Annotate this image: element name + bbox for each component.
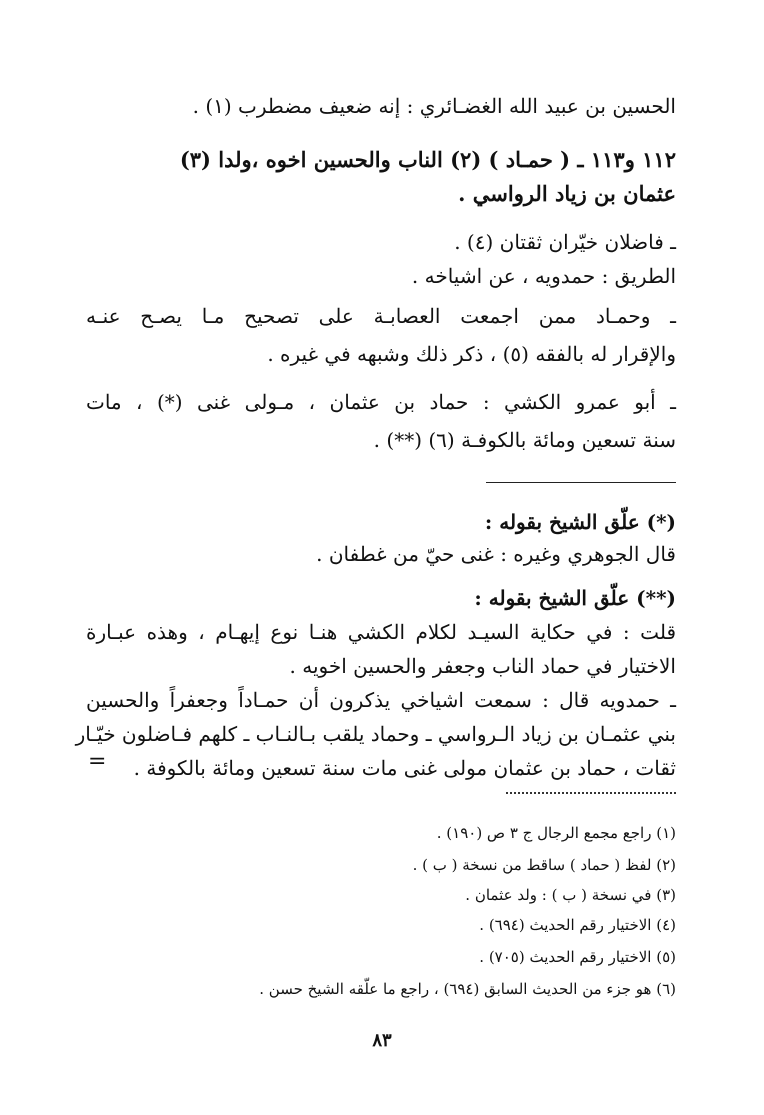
footnote-separator [506,792,676,794]
section-divider [486,482,676,483]
main-line-6: ـ وحمـاد ممن اجمعت العصابـة على تصحيح مـا يصـح عنـه [86,304,676,328]
footnote-6: (٦) هو جزء من الحديث السابق (٦٩٤) ، راجع ما علّقه الشيخ حسن . [259,980,676,998]
continuation-mark: = [88,749,107,774]
commentary-heading-2: (**) علّق الشيخ بقوله : [474,586,676,610]
commentary-heading-1: (*) علّق الشيخ بقوله : [484,510,676,534]
footnote-2: (٢) لفظ ( حماد ) ساقط من نسخة ( ب ) . [412,856,676,874]
main-line-5: الطريق : حمدويه ، عن اشياخه . [411,264,676,288]
main-line-8: ـ أبو عمرو الكشي : حماد بن عثمان ، مـولى غنى (*) ، مات [86,390,676,414]
commentary-line-5: الاختيار في حماد الناب وجعفر والحسين اخويه . [289,654,676,678]
footnote-4: (٤) الاختيار رقم الحديث (٦٩٤) . [479,916,676,934]
commentary-line-7: بني عثمـان بن زياد الـرواسي ـ وحماد يلقب بـالنـاب ـ كلهم فـاضلون خيّـار [75,722,676,746]
main-line-7: والإقرار له بالفقه (٥) ، ذكر ذلك وشبهه في غيره . [267,342,676,366]
main-line-1: الحسين بن عبيد الله الغضـائري : إنه ضعيف مضطرب (١) . [192,94,676,118]
entry-heading: ١١٢ و١١٣ ـ ( حمـاد ) (٢) الناب والحسين اخوه ،ولدا (٣) [179,147,676,172]
commentary-line-6: ـ حمدويه قال : سمعت اشياخي يذكرون أن حمـاداً وجعفراً والحسين [86,688,676,712]
footnote-3: (٣) في نسخة ( ب ) : ولد عثمان . [465,886,676,904]
commentary-line-4: قلت : في حكاية السيـد لكلام الكشي هنـا نوع إيهـام ، وهذه عبـارة [86,620,676,644]
entry-heading-continued: عثمان بن زياد الرواسي . [458,181,676,206]
main-line-4: ـ فاضلان خيّران ثقتان (٤) . [454,230,676,254]
footnote-1: (١) راجع مجمع الرجال ج ٣ ص (١٩٠) . [436,824,676,842]
main-line-9: سنة تسعين ومائة بالكوفـة (٦) (**) . [373,428,676,452]
page-number: ٨٣ [372,1030,392,1051]
commentary-line-8: ثقات ، حماد بن عثمان مولى غنى مات سنة تسعين ومائة بالكوفة . [133,756,676,780]
footnote-5: (٥) الاختيار رقم الحديث (٧٠٥) . [479,948,676,966]
commentary-line-2: قال الجوهري وغيره : غنى حيّ من غطفان . [316,542,676,566]
